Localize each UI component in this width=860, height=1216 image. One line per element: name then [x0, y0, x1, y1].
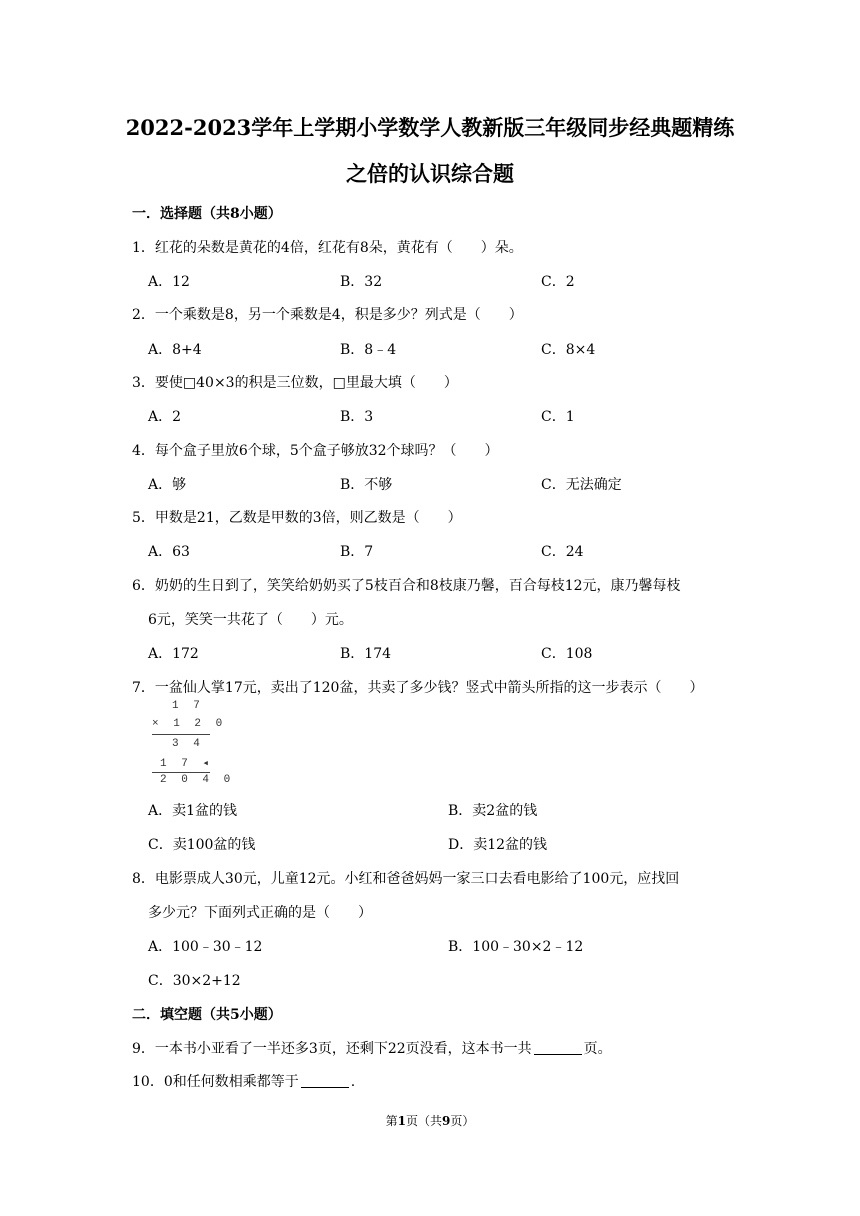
calc-line-1 [152, 734, 210, 735]
footer-post: 页） [450, 1114, 475, 1128]
title-line-2: 之倍的认识综合题 [346, 161, 514, 186]
q5-option-a: A．63 [148, 544, 190, 560]
question-3: 3．要使□40×3的积是三位数，□里最大填（ ） [132, 375, 458, 391]
q10-text-before: 10．0和任何数相乘都等于 [132, 1074, 299, 1090]
q2-option-c: C．8×4 [541, 342, 596, 358]
q4-option-c: C．无法确定 [541, 477, 622, 493]
calc-row-3: 3 4 [172, 738, 204, 750]
q1-option-a: A．12 [148, 274, 190, 290]
q5-option-b: B．7 [340, 544, 374, 560]
q5-option-c: C．24 [541, 544, 584, 560]
calc-line-2 [152, 772, 210, 773]
q6-option-a: A．172 [148, 646, 199, 662]
question-10 [132, 1071, 355, 1091]
footer-total-pages: 9 [442, 1114, 451, 1128]
calc-row-5: 2 0 4 0 [160, 774, 235, 786]
question-1: 1．红花的朵数是黄花的4倍，红花有8朵，黄花有（ ）朵。 [132, 240, 523, 256]
q4-option-a: A．够 [148, 477, 187, 493]
question-4: 4．每个盒子里放6个球，5个盒子够放32个球吗？（ ） [132, 443, 499, 459]
q3-option-a: A．2 [148, 409, 182, 425]
footer-pre: 第 [385, 1114, 398, 1128]
q9-text-before: 9．一本书小亚看了一半还多3页，还剩下22页没看，这本书一共 [132, 1041, 532, 1057]
q6-option-b: B．174 [340, 646, 392, 662]
question-5: 5．甲数是21，乙数是甲数的3倍，则乙数是（ ） [132, 510, 462, 526]
question-7: 7．一盆仙人掌17元，卖出了120盆，共卖了多少钱？竖式中箭头所指的这一步表示（ ） [132, 680, 704, 696]
page-footer [0, 1112, 860, 1129]
vertical-multiplication-figure [148, 700, 235, 792]
q8-option-a: A．100﹣30﹣12 [148, 939, 263, 955]
calc-row-4: 1 7 ◂ [160, 758, 214, 770]
q2-option-b: B．8﹣4 [340, 342, 397, 358]
q10-text-after: . [350, 1074, 356, 1090]
question-6-line-2: 6元，笑笑一共花了（ ）元。 [148, 612, 353, 628]
q7-option-d: D．卖12盆的钱 [448, 837, 548, 853]
q9-text-after: 页。 [583, 1041, 612, 1057]
question-9 [132, 1038, 612, 1058]
q7-option-c: C．卖100盆的钱 [148, 837, 256, 853]
q2-option-a: A．8+4 [148, 342, 202, 358]
calc-row-1: 1 7 [172, 700, 204, 712]
question-2: 2．一个乘数是8，另一个乘数是4，积是多少？列式是（ ） [132, 307, 523, 323]
q9-answer-blank[interactable] [534, 1040, 582, 1055]
section-choice-heading: 一．选择题（共8小题） [132, 206, 282, 222]
q8-option-b: B．100﹣30×2﹣12 [448, 939, 584, 955]
section-fill-heading: 二．填空题（共5小题） [132, 1007, 282, 1023]
title-line-1: 2022-2023学年上学期小学数学人教新版三年级同步经典题精练 [125, 115, 735, 140]
q6-option-c: C．108 [541, 646, 593, 662]
q7-option-a: A．卖1盆的钱 [148, 803, 238, 819]
q3-option-c: C．1 [541, 409, 575, 425]
question-8-line-1: 8．电影票成人30元，儿童12元。小红和爸爸妈妈一家三口去看电影给了100元，应找回 [132, 871, 680, 887]
question-6-line-1: 6．奶奶的生日到了，笑笑给奶奶买了5枝百合和8枝康乃馨，百合每枝12元，康乃馨每枝 [132, 578, 681, 594]
q3-option-b: B．3 [340, 409, 374, 425]
footer-mid: 页（共 [405, 1114, 442, 1128]
q10-answer-blank[interactable] [301, 1073, 349, 1088]
footer-page-number: 1 [397, 1114, 406, 1128]
q8-option-c: C．30×2+12 [148, 973, 241, 989]
q1-option-b: B．32 [340, 274, 383, 290]
question-8-line-2: 多少元？下面列式正确的是（ ） [148, 905, 372, 921]
q7-option-b: B．卖2盆的钱 [448, 803, 538, 819]
calc-row-2: × 1 2 0 [152, 718, 227, 730]
q4-option-b: B．不够 [340, 477, 393, 493]
q1-option-c: C．2 [541, 274, 575, 290]
